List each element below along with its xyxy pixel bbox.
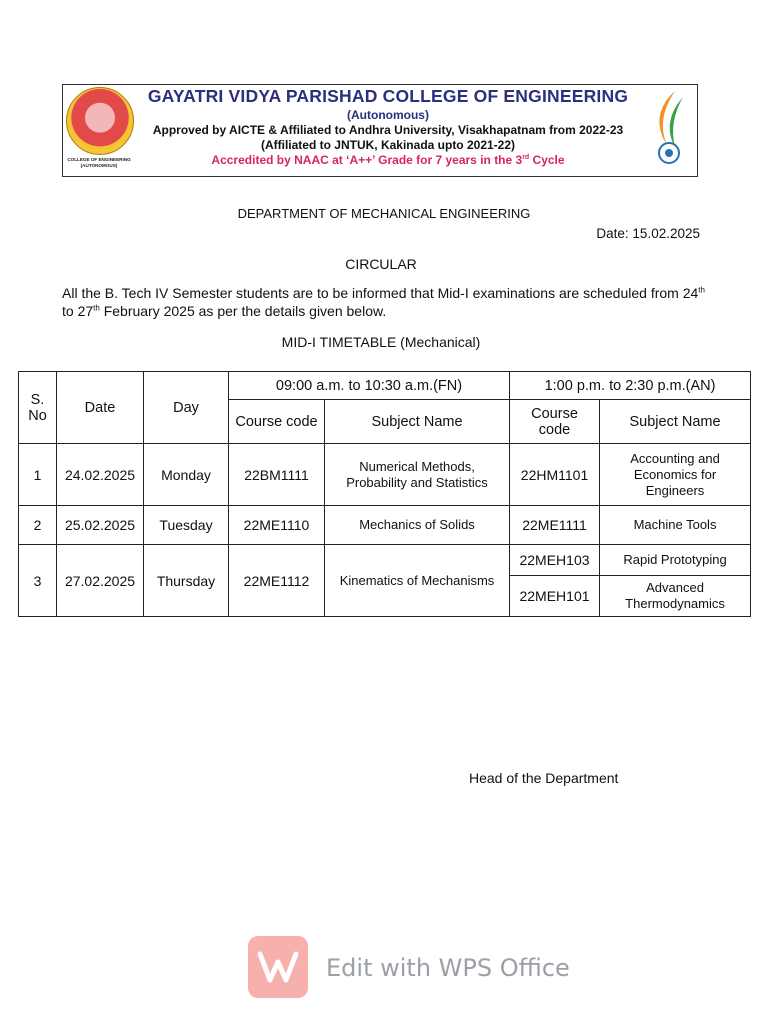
college-banner bbox=[62, 84, 698, 177]
header-an-subject: Subject Name bbox=[600, 400, 751, 444]
approval-line: Approved by AICTE & Affiliated to Andhra University, Visakhapatnam from 2022-23 bbox=[152, 123, 624, 137]
header-an-course-code: Course code bbox=[510, 400, 600, 444]
cell-date: 24.02.2025 bbox=[57, 444, 144, 506]
cell-day: Thursday bbox=[144, 545, 229, 617]
cell-sno: 2 bbox=[19, 506, 57, 545]
header-date: Date bbox=[57, 372, 144, 444]
header-day: Day bbox=[144, 372, 229, 444]
cell-fn-subject: Kinematics of Mechanisms bbox=[325, 545, 510, 617]
cell-an-code: 22ME1111 bbox=[510, 506, 600, 545]
header-sno: S. No bbox=[19, 372, 57, 444]
cell-an-code: 22MEH101 bbox=[510, 576, 600, 617]
table-row bbox=[19, 545, 751, 576]
cell-date: 27.02.2025 bbox=[57, 545, 144, 617]
seal-caption: COLLEGE OF ENGINEERING (AUTONOMOUS) bbox=[67, 157, 131, 168]
cell-an-subject: Machine Tools bbox=[600, 506, 751, 545]
header-fn-course-code: Course code bbox=[229, 400, 325, 444]
table-row bbox=[19, 506, 751, 545]
cell-an-subject: Advanced Thermodynamics bbox=[600, 576, 751, 617]
autonomous-label: (Autonomous) bbox=[347, 108, 429, 122]
college-name: GAYATRI VIDYA PARISHAD COLLEGE OF ENGINEERING bbox=[147, 86, 629, 106]
accreditation-line: Accredited by NAAC at ‘A++’ Grade for 7 years in the 3rd Cycle bbox=[211, 153, 565, 167]
cell-an-subject: Accounting and Economics for Engineers bbox=[600, 444, 751, 506]
wps-logo-icon bbox=[248, 936, 308, 998]
affiliation-line: (Affiliated to JNTUK, Kakinada upto 2021-22) bbox=[260, 138, 516, 152]
cell-fn-subject: Mechanics of Solids bbox=[325, 506, 510, 545]
cell-day: Monday bbox=[144, 444, 229, 506]
cell-date: 25.02.2025 bbox=[57, 506, 144, 545]
wps-watermark-text: Edit with WPS Office bbox=[326, 954, 570, 982]
college-seal-logo bbox=[66, 87, 134, 155]
cell-fn-code: 22BM1111 bbox=[229, 444, 325, 506]
timetable bbox=[18, 371, 751, 617]
cell-an-subject: Rapid Prototyping bbox=[600, 545, 751, 576]
header-an-slot: 1:00 p.m. to 2:30 p.m.(AN) bbox=[510, 372, 751, 400]
cell-an-code: 22MEH103 bbox=[510, 545, 600, 576]
circular-title: CIRCULAR bbox=[345, 256, 417, 272]
flag-emblem-logo bbox=[645, 87, 691, 175]
table-row bbox=[19, 444, 751, 506]
intro-paragraph: All the B. Tech IV Semester students are to be informed that Mid-I examinations are scheduled from 24th to 27th February 2025 as per the details given below. bbox=[62, 285, 705, 319]
cell-fn-subject: Numerical Methods, Probability and Statistics bbox=[325, 444, 510, 506]
cell-sno: 1 bbox=[19, 444, 57, 506]
timetable-title: MID-I TIMETABLE (Mechanical) bbox=[281, 334, 481, 350]
cell-an-code: 22HM1101 bbox=[510, 444, 600, 506]
table-header-row bbox=[19, 372, 751, 400]
cell-day: Tuesday bbox=[144, 506, 229, 545]
department-heading: DEPARTMENT OF MECHANICAL ENGINEERING bbox=[237, 206, 531, 221]
banner-text bbox=[143, 86, 633, 167]
cell-fn-code: 22ME1110 bbox=[229, 506, 325, 545]
header-fn-slot: 09:00 a.m. to 10:30 a.m.(FN) bbox=[229, 372, 510, 400]
cell-fn-code: 22ME1112 bbox=[229, 545, 325, 617]
signature-hod: Head of the Department bbox=[469, 770, 619, 786]
header-fn-subject: Subject Name bbox=[325, 400, 510, 444]
circular-date: Date: 15.02.2025 bbox=[596, 226, 700, 241]
cell-sno: 3 bbox=[19, 545, 57, 617]
